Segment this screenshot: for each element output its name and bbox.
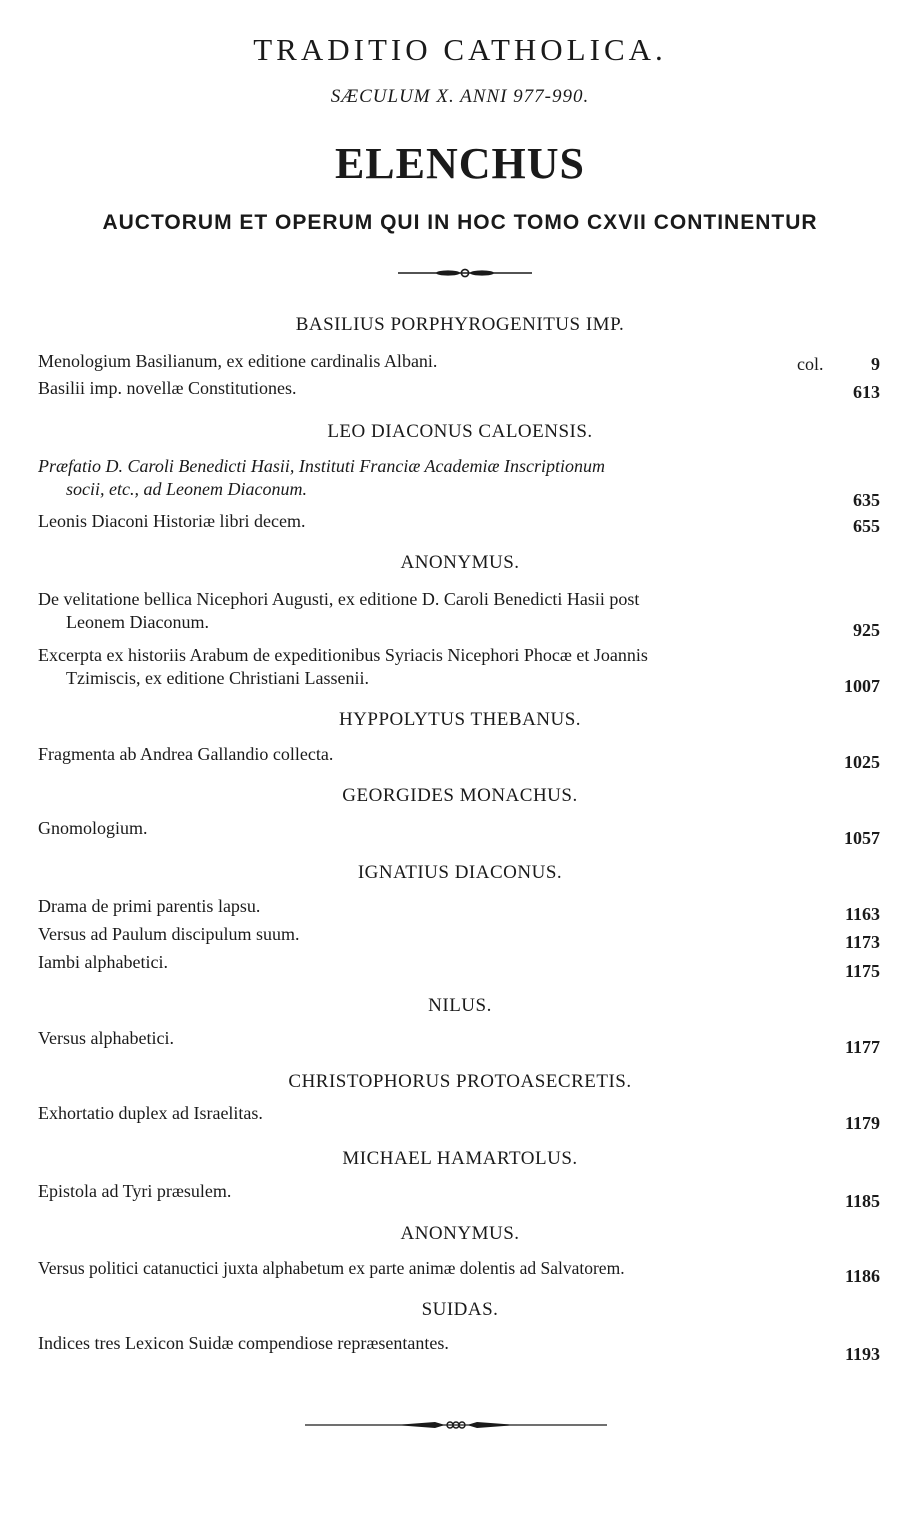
author-heading: NILUS. [428, 995, 492, 1016]
entry-title-continued: socii, etc., ad Leonem Diaconum. [66, 479, 307, 499]
ornament-divider-top-icon [398, 266, 532, 280]
entry-title: Basilii imp. novellæ Constitutiones. [38, 378, 297, 398]
author-heading: MICHAEL HAMARTOLUS. [342, 1148, 578, 1169]
entry-title: Indices tres Lexicon Suidæ compendiose repræsentantes. [38, 1333, 449, 1353]
toc-entry [38, 743, 833, 766]
column-number: 1186 [844, 1266, 880, 1286]
toc-entry [38, 510, 833, 533]
column-number: 1007 [844, 676, 880, 696]
toc-entry [38, 895, 833, 918]
entry-title: Versus ad Paulum discipulum suum. [38, 924, 300, 944]
toc-entry [38, 588, 833, 634]
entry-title: Versus alphabetici. [38, 1028, 174, 1048]
author-heading: HYPPOLYTUS THEBANUS. [338, 709, 582, 730]
page-subtitle: SÆCULUM X. ANNI 977-990. [330, 86, 590, 107]
entry-title-continued: Leonem Diaconum. [66, 612, 209, 632]
column-number: 1175 [844, 961, 880, 981]
column-number: 1193 [844, 1344, 880, 1364]
toc-entry [38, 455, 833, 501]
entry-title: Drama de primi parentis lapsu. [38, 896, 261, 916]
page-title: TRADITIO CATHOLICA. [253, 32, 667, 67]
entry-title: Versus politici catanuctici juxta alphabetum ex parte animæ dolentis ad Salvatorem. [38, 1258, 625, 1278]
entry-title: De velitatione bellica Nicephori Augusti, ex editione D. Caroli Benedicti Hasii post [38, 589, 640, 609]
toc-entry [38, 1257, 798, 1280]
column-number: 635 [853, 490, 880, 510]
toc-entry [38, 923, 833, 946]
entry-title-continued: Tzimiscis, ex editione Christiani Lassenii. [66, 668, 369, 688]
entry-title: Gnomologium. [38, 818, 148, 838]
column-number: 1185 [844, 1191, 880, 1211]
toc-entry [38, 350, 833, 373]
entry-title: Præfatio D. Caroli Benedicti Hasii, Instituti Franciæ Academiæ Inscriptionum [38, 456, 605, 476]
column-number: 9 [871, 354, 880, 374]
column-number: 1177 [844, 1037, 880, 1057]
toc-entry [38, 1332, 833, 1355]
author-heading: ANONYMUS. [400, 552, 520, 573]
toc-entry [38, 1027, 833, 1050]
author-heading: ANONYMUS. [400, 1223, 520, 1244]
toc-entry [38, 644, 833, 690]
toc-entry [38, 1180, 833, 1203]
column-number: 613 [853, 382, 880, 402]
entry-title: Excerpta ex historiis Arabum de expeditionibus Syriacis Nicephori Phocæ et Joannis [38, 645, 648, 665]
column-number: 925 [853, 620, 880, 640]
author-heading: GEORGIDES MONACHUS. [342, 785, 578, 806]
entry-title: Exhortatio duplex ad Israelitas. [38, 1103, 263, 1123]
ornament-divider-bottom-icon [305, 1418, 607, 1432]
toc-entry [38, 377, 833, 400]
toc-entry [38, 1102, 833, 1125]
column-number: 1025 [844, 752, 880, 772]
entry-title: Menologium Basilianum, ex editione cardinalis Albani. [38, 351, 438, 371]
author-heading: SUIDAS. [421, 1299, 499, 1320]
elenchus-heading: ELENCHUS [334, 139, 586, 188]
column-number: 1057 [844, 828, 880, 848]
entry-title: Leonis Diaconi Historiæ libri decem. [38, 511, 306, 531]
column-number: 655 [853, 516, 880, 536]
author-heading: BASILIUS PORPHYROGENITUS IMP. [295, 314, 625, 335]
author-heading: LEO DIACONUS CALOENSIS. [327, 421, 593, 442]
entry-title: Epistola ad Tyri præsulem. [38, 1181, 232, 1201]
column-number: 1179 [844, 1113, 880, 1133]
column-label: col. [797, 354, 824, 374]
entry-title: Fragmenta ab Andrea Gallandio collecta. [38, 744, 334, 764]
author-heading: CHRISTOPHORUS PROTOASECRETIS. [288, 1071, 632, 1092]
column-number: 1173 [844, 932, 880, 952]
column-number: 1163 [844, 904, 880, 924]
entry-title: Iambi alphabetici. [38, 952, 168, 972]
toc-entry [38, 951, 833, 974]
author-heading: IGNATIUS DIACONUS. [357, 862, 563, 883]
contents-heading: AUCTORUM ET OPERUM QUI IN HOC TOMO CXVII CONTINENTUR [102, 211, 818, 234]
toc-entry [38, 817, 833, 840]
